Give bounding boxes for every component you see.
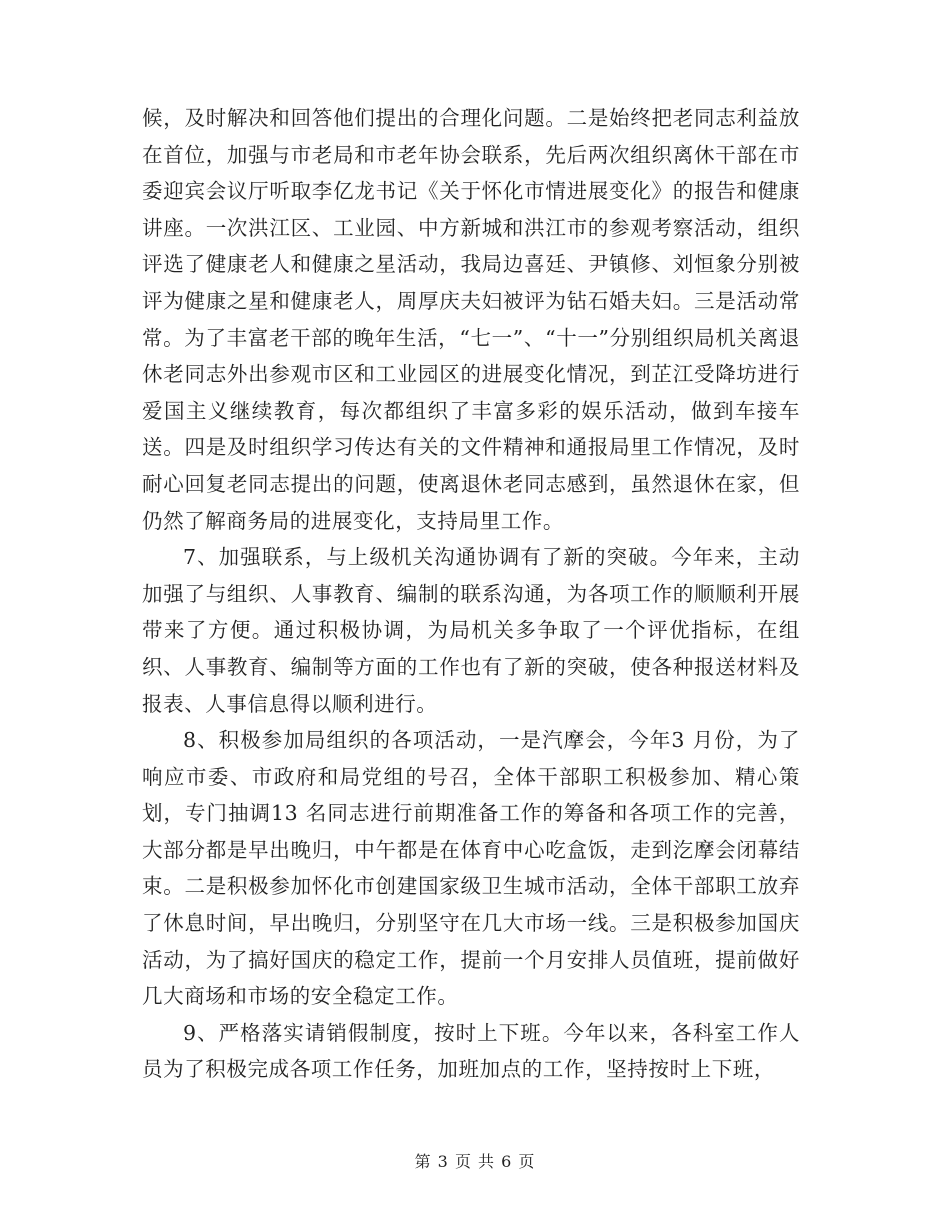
body-text xyxy=(142,100,800,1088)
paragraph-item-9: 9、严格落实请销假制度，按时上下班。今年以来，各科室工作人员为了积极完成各项工作任务，加班加点的工作，坚持按时上下班， xyxy=(142,1020,800,1082)
page-number: 第 3 页 共 6 页 xyxy=(414,1152,536,1171)
paragraph-item-7: 7、加强联系，与上级机关沟通协调有了新的突破。今年来，主动加强了与组织、人事教育、编制的联系沟通，为各项工作的顺顺利开展带来了方便。通过积极协调，为局机关多争取了一个评优指标，在组织、人事教育、编制等方面的工作也有了新的突破，使各种报送材料及报表、人事信息得以顺利进行。 xyxy=(142,545,800,716)
paragraph-item-8: 8、积极参加局组织的各项活动，一是汽摩会，今年3 月份，为了响应市委、市政府和局党组的号召，全体干部职工积极参加、精心策划，专门抽调13 名同志进行前期准备工作的筹备和各项工作的完善，大部分都是早出晚归，中午都是在体育中心吃盒饭，走到汔摩会闭幕结束。二是积极参加怀化市创建国家级卫生城市活动，全体干部职工放弃了休息时间，早出晚归，分别坚守在几大市场一线。三是积极参加国庆活动，为了搞好国庆的稳定工作，提前一个月安排人员值班，提前做好几大商场和市场的安全稳定工作。 xyxy=(142,728,800,1009)
paragraph-continuation: 候，及时解决和回答他们提出的合理化问题。二是始终把老同志利益放在首位，加强与市老局和市老年协会联系，先后两次组织离休干部在市委迎宾会议厅听取李亿龙书记《关于怀化市情进展变化》的报告和健康讲座。一次洪江区、工业园、中方新城和洪江市的参观考察活动，组织评选了健康老人和健康之星活动，我局边喜廷、尹镇修、刘恒象分别被评为健康之星和健康老人，周厚庆夫妇被评为钻石婚夫妇。三是活动常常。为了丰富老干部的晚年生活，“七一”、“十一”分别组织局机关离退休老同志外出参观市区和工业园区的进展变化情况，到芷江受降坊进行爱国主义继续教育，每次都组织了丰富多彩的娱乐活动，做到车接车送。四是及时组织学习传达有关的文件精神和通报局里工作情况，及时耐心回复老同志提出的问题，使离退休老同志感到，虽然退休在家，但仍然了解商务局的进展变化，支持局里工作。 xyxy=(142,106,800,533)
page-footer xyxy=(0,1149,950,1172)
